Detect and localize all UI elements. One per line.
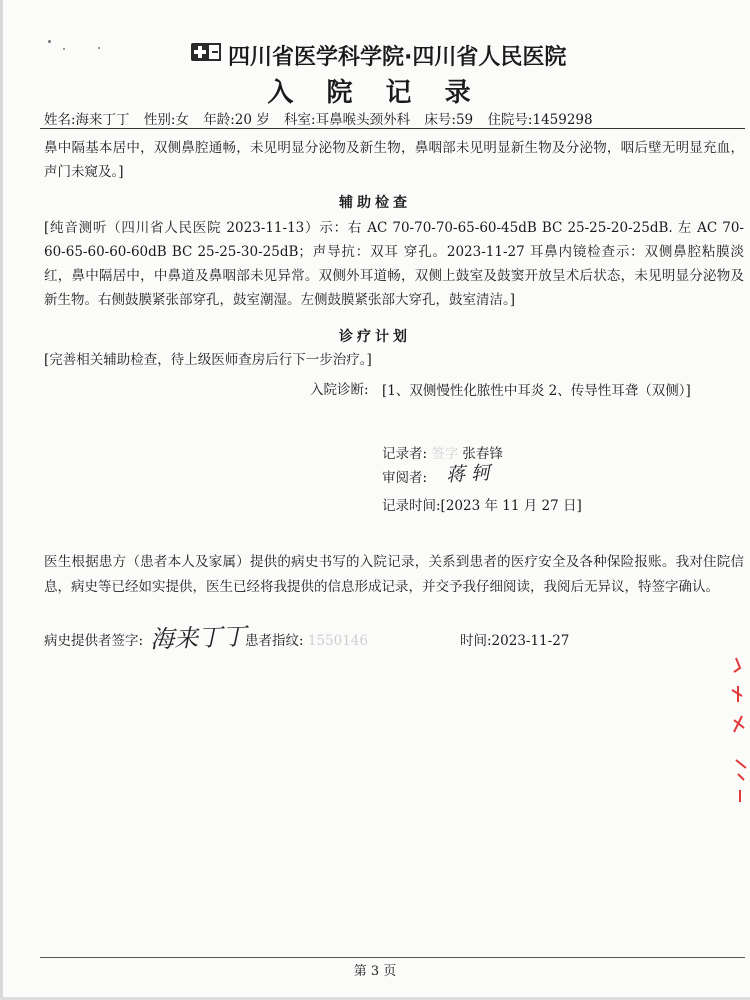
admission-diagnosis-label: 入院诊断: — [310, 382, 369, 398]
page-number: 第 3 页 — [353, 964, 397, 979]
scan-speck — [98, 47, 100, 49]
scan-edge — [0, 0, 3, 1000]
scan-speck — [63, 48, 65, 50]
scan-speck — [48, 40, 51, 43]
consent-time: 时间:2023-11-27 — [460, 633, 570, 649]
provider-signature-label: 病史提供者签字: — [44, 633, 144, 649]
patient-bed: 床号:59 — [424, 112, 474, 128]
hospital-name: 四川省医学科学院·四川省人民医院 — [228, 45, 567, 70]
treatment-plan-text: [完善相关辅助检查，待上级医师查房后行下一步治疗。] — [44, 352, 372, 368]
reviewer-signature: 蒋 轲 — [445, 461, 491, 487]
patient-info — [44, 108, 744, 128]
footer-rule — [40, 957, 745, 958]
fingerprint-line — [245, 629, 372, 649]
header-rule — [40, 128, 745, 129]
recorder-name: 张春锋 — [462, 446, 503, 462]
reviewer-label: 审阅者: — [382, 470, 428, 486]
record-time: 记录时间:[2023 年 11 月 27 日] — [382, 498, 582, 514]
patient-department: 科室:耳鼻喉头颈外科 — [284, 112, 411, 128]
red-stamp-fragment — [726, 650, 750, 810]
treatment-plan-title: 诊疗计划 — [339, 329, 411, 345]
recorder-label: 记录者: — [382, 446, 428, 462]
fingerprint-faded-text: 1550146 — [307, 633, 368, 649]
physical-exam-continuation: 鼻中隔基本居中，双侧鼻腔通畅，未见明显分泌物及新生物，鼻咽部未见明显新生物及分泌物，咽后壁无明显充血，声门未窥及。] — [44, 140, 744, 180]
reviewer-line — [382, 466, 427, 486]
auxiliary-exam-text: [纯音测听（四川省人民医院 2023-11-13）示：右 AC 70-70-70-65-60-45dB BC 25-25-20-25dB. 左 AC 70-60-65-60-60-60dB BC 25-25-30-25dB；声导抗：双耳 穿孔。2023-11-27 耳鼻内镜检查示：双侧鼻腔粘膜淡红，鼻中隔居中，中鼻道及鼻咽部未见异常。双侧外耳道畅，双侧上鼓室及鼓窦开放呈术后状态，未见明显分泌物及新生物。右侧鼓膜紧张部穿孔，鼓室潮湿。左侧鼓膜紧张部大穿孔，鼓室清洁。] — [44, 220, 744, 308]
consent-statement: 医生根据患方（患者本人及家属）提供的病史书写的入院记录，关系到患者的医疗安全及各种保险报账。我对住院信息，病史等已经如实提供，医生已经将我提供的信息形成记录，并交予我仔细阅读，我阅后无异议，特签字确认。 — [44, 554, 744, 595]
document-title: 入 院 记 录 — [267, 78, 483, 108]
patient-name: 姓名:海来丁丁 — [44, 112, 130, 128]
recorder-faded-stamp: 签字 — [431, 446, 459, 462]
fingerprint-label: 患者指纹: — [245, 633, 304, 649]
patient-gender: 性别:女 — [143, 112, 189, 128]
hospital-cross-logo-icon — [190, 40, 222, 64]
auxiliary-exam-title: 辅助检查 — [339, 195, 411, 211]
patient-admission-number: 住院号:1459298 — [487, 112, 593, 128]
admission-diagnosis-text: [1、双侧慢性化脓性中耳炎 2、传导性耳聋（双侧）] — [382, 383, 691, 399]
provider-signature: 海来丁丁 — [149, 622, 247, 654]
patient-age: 年龄:20 岁 — [203, 112, 270, 128]
